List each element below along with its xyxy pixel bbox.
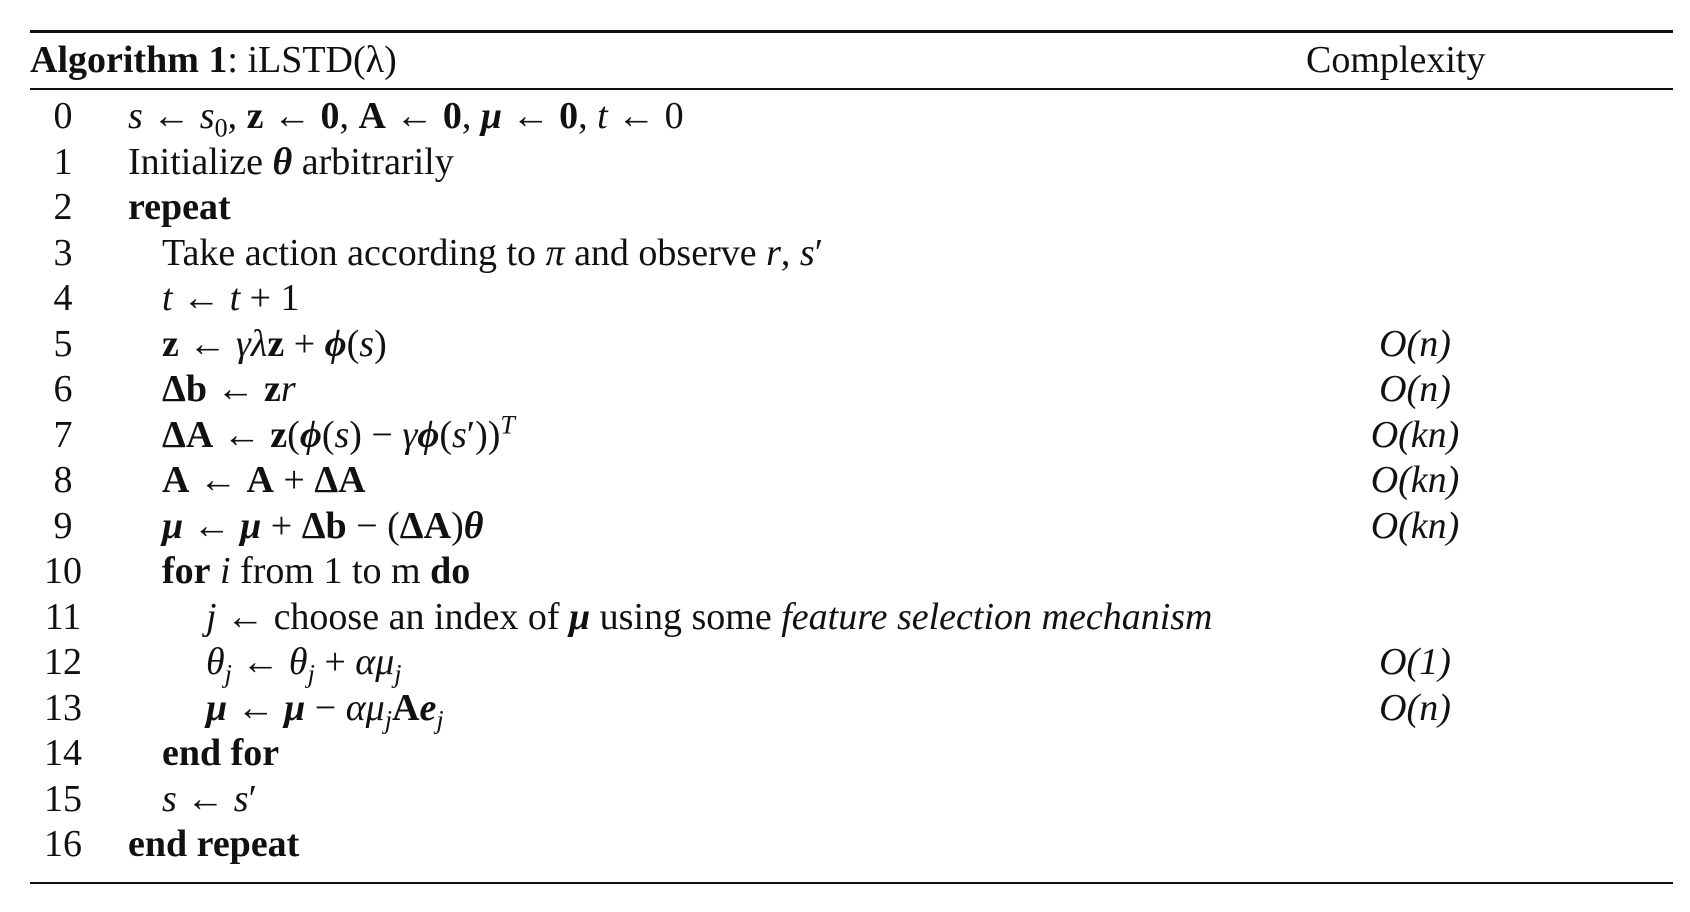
line-code: Δb ← zr — [162, 368, 296, 410]
line-number: 8 — [53, 459, 73, 501]
algo-line-12 — [30, 640, 1673, 689]
algorithm-title — [30, 37, 397, 83]
algo-line-8 — [30, 458, 1673, 504]
algo-line-2 — [30, 185, 1673, 231]
line-number: 5 — [53, 322, 73, 365]
complexity-value: O(n) — [1379, 686, 1451, 729]
complexity-value: O(kn) — [1370, 413, 1460, 456]
line-number: 12 — [44, 641, 82, 683]
line-number: 15 — [44, 777, 82, 820]
line-number: 2 — [53, 186, 73, 228]
line-code: s ← $s_0$, z ← 0, A ← 0, μ ← 0, t ← 0 — [128, 95, 684, 143]
line-number: 6 — [53, 368, 73, 410]
complexity-value: O(kn) — [1370, 504, 1460, 547]
algo-line-11 — [30, 595, 1673, 641]
line-code: Initialize θ arbitrarily — [128, 140, 454, 183]
line-number: 3 — [53, 231, 73, 274]
line-number: 9 — [53, 504, 73, 547]
text-feature-selection: feature selection mechanism — [781, 595, 1213, 638]
algo-line-10 — [30, 549, 1673, 595]
algo-line-1 — [30, 140, 1673, 186]
text-from-1-to-m: from 1 to m — [230, 550, 431, 592]
algo-line-3 — [30, 231, 1673, 277]
line-number: 7 — [53, 413, 73, 456]
line-number: 11 — [44, 595, 82, 638]
line-code: μ ← $\mu - \alpha\mu_jAe_j$ — [206, 686, 444, 735]
line-code: Take action according to π and observe r, s′ — [162, 231, 824, 274]
line-number: 1 — [53, 140, 73, 183]
text-take-action: Take action according to — [162, 231, 546, 274]
complexity-value: O(n) — [1379, 368, 1451, 410]
line-code: A ← A + ΔA — [162, 459, 366, 501]
bottom-rule — [30, 882, 1673, 884]
algo-line-4 — [30, 276, 1673, 322]
keyword-end-for: end for — [162, 732, 280, 774]
text-using-some: using some — [590, 595, 782, 638]
keyword-repeat: repeat — [128, 186, 231, 228]
algo-line-15 — [30, 777, 1673, 823]
algorithm-name: iLSTD(λ) — [247, 39, 397, 81]
line-code: j ← choose an index of μ using some feature selection mechanism — [206, 595, 1213, 638]
complexity-value: O(kn) — [1370, 459, 1460, 501]
algo-line-9 — [30, 504, 1673, 550]
algo-line-16 — [30, 822, 1673, 868]
algo-line-14 — [30, 731, 1673, 777]
keyword-do: do — [430, 550, 471, 592]
algorithm-header — [30, 33, 1673, 79]
line-number: 0 — [53, 95, 73, 137]
line-code: z ← γλz + ϕ(s) — [162, 322, 387, 365]
complexity-value: O(n) — [1379, 322, 1451, 365]
keyword-end-repeat: end repeat — [128, 823, 300, 865]
line-number: 10 — [44, 550, 82, 592]
complexity-header: Complexity — [1306, 39, 1486, 81]
line-number: 16 — [44, 823, 82, 865]
algo-line-0 — [30, 94, 1673, 143]
line-code: μ ← μ + Δb − (ΔA)θ — [162, 504, 484, 547]
line-code: ΔA ← $z(\phi(s) - \gamma\phi(s'))^T$ — [162, 409, 515, 456]
algorithm-label: Algorithm 1 — [30, 39, 228, 81]
line-number: 4 — [53, 277, 73, 319]
line-code: $\theta_j$ ← $\theta_j + \alpha\mu_j$ — [206, 641, 402, 689]
complexity-value: O(1) — [1379, 641, 1451, 683]
algorithm-lines — [30, 90, 1673, 868]
algo-line-5 — [30, 322, 1673, 368]
line-code: s ← s′ — [162, 777, 257, 820]
algo-line-7 — [30, 409, 1673, 459]
algo-line-6 — [30, 367, 1673, 413]
text-arbitrarily: arbitrarily — [292, 140, 454, 183]
algo-line-13 — [30, 686, 1673, 735]
line-code: t ← t + 1 — [162, 277, 300, 319]
text-choose-index: ← choose an index of — [216, 595, 570, 638]
line-number: 13 — [44, 686, 82, 729]
algorithm-box — [30, 30, 1673, 884]
line-number: 14 — [44, 732, 82, 774]
text-initialize: Initialize — [128, 140, 273, 183]
keyword-for: for — [162, 550, 211, 592]
line-code: for i from 1 to m do — [162, 550, 471, 592]
text-and-observe: and observe — [564, 231, 767, 274]
algorithm-sep: : — [227, 39, 248, 81]
